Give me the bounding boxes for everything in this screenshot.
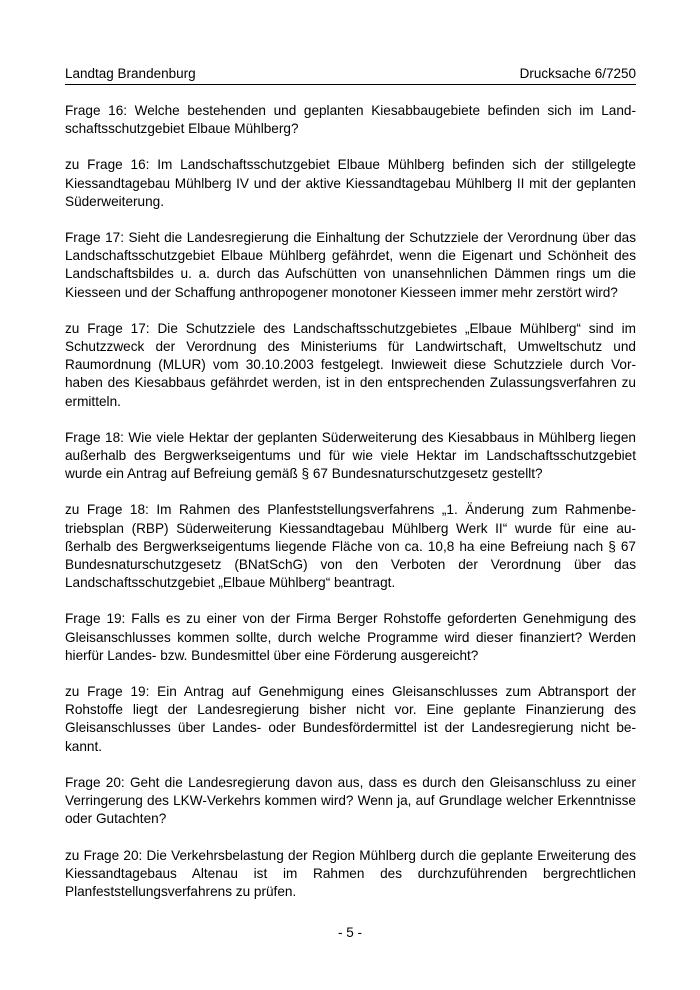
page-number: - 5 - xyxy=(337,925,362,940)
answer-20: zu Frage 20: Die Verkehrsbelastung der Region Mühlberg durch die geplante Erweiterung des Kiessandtagebaus Altenau ist im Rahmen des durchzuführenden bergrechtlichen Planfeststellungsverfahrens zu prüfen. xyxy=(65,847,636,899)
question-17: Frage 17: Sieht die Landesregierung die Einhaltung der Schutzziele der Verordnung über das Landschaftsschutzgebiet Elbaue Mühlberg gefährdet, wenn die Eigenart und Schönheit des Landschaftsbildes u. a. durch das Aufschütten von unansehnlichen Dämmen rings um die Kiesseen und der Schaffung anthropogener monotoner Kiesseen immer mehr zerstört wird? xyxy=(65,230,636,300)
answer-18: zu Frage 18: Im Rahmen des Planfeststellungsverfahrens „1. Änderung zum Rahmenbetriebsplan (RBP) Süderweiterung Kiessandtagebau Mühlberg Werk II“ wurde für eine außerhalb des Bergwerkseigentums liegende Fläche von ca. 10,8 ha eine Befreiung nach § 67 Bundesnaturschutzgesetz (BNatSchG) von den Verboten der Verordnung über das Landschaftsschutzgebiet „Elbaue Mühlberg“ beantragt. xyxy=(65,502,636,591)
answer-19: zu Frage 19: Ein Antrag auf Genehmigung eines Gleisanschlusses zum Abtransport der Rohstoffe liegt der Landesregierung bisher nicht vor. Eine geplante Finanzierung des Gleisanschlusses über Landes- oder Bundesfördermittel ist der Landesregierung nicht bekannt. xyxy=(65,684,636,754)
page-header xyxy=(65,66,636,85)
header-parliament-name: Landtag Brandenburg xyxy=(65,66,196,81)
question-19: Frage 19: Falls es zu einer von der Firma Berger Rohstoffe geforderten Genehmigung des Gleisanschlusses kommen sollte, durch welche Programme wird dieser finanziert? Werden hierfür Landes- bzw. Bundesmittel über eine Förderung ausgereicht? xyxy=(65,611,636,663)
answer-17: zu Frage 17: Die Schutzziele des Landschaftsschutzgebietes „Elbaue Mühlberg“ sind im Schutzzweck der Verordnung des Ministeriums für Landwirtschaft, Umweltschutz und Raumordnung (MLUR) vom 30.10.2003 festgelegt. Inwieweit diese Schutzziele durch Vorhaben des Kiesabbaus gefährdet werden, ist in den entsprechenden Zulassungsverfahren zu ermitteln. xyxy=(65,320,636,409)
question-16: Frage 16: Welche bestehenden und geplanten Kiesabbaugebiete befinden sich im Landschaftsschutzgebiet Elbaue Mühlberg? xyxy=(65,103,636,137)
answer-16: zu Frage 16: Im Landschaftsschutzgebiet Elbaue Mühlberg befinden sich der stillgelegte Kiessandtagebau Mühlberg IV und der aktive Kiessandtagebau Mühlberg II mit der geplanten Süderweiterung. xyxy=(65,157,636,209)
question-18: Frage 18: Wie viele Hektar der geplanten Süderweiterung des Kiesabbaus in Mühlberg liegen außerhalb des Bergwerkseigentums und für wie viele Hektar im Landschaftsschutzgebiet wurde ein Antrag auf Befreiung gemäß § 67 Bundesnaturschutzgesetz gestellt? xyxy=(65,429,636,482)
document-body xyxy=(65,102,636,919)
header-document-number: Drucksache 6/7250 xyxy=(519,66,636,81)
question-20: Frage 20: Geht die Landesregierung davon aus, dass es durch den Gleisanschluss zu einer Verringerung des LKW-Verkehrs kommen wird? Wenn ja, auf Grundlage welcher Erkenntnisse oder Gutachten? xyxy=(65,774,636,827)
